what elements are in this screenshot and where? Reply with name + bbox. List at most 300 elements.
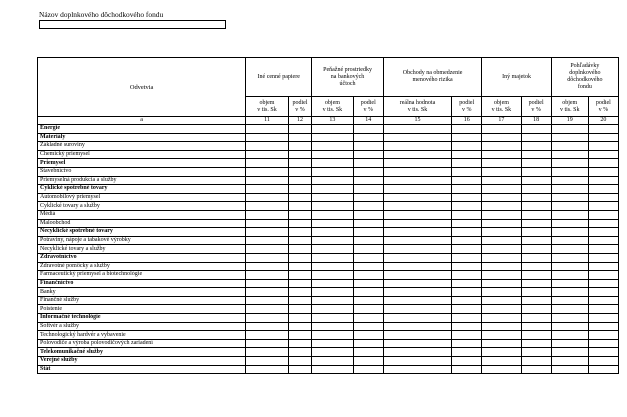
value-cell[interactable] xyxy=(452,167,482,176)
subheader-line: v tis. Sk xyxy=(322,106,343,113)
value-cell[interactable] xyxy=(452,219,482,228)
value-cell[interactable] xyxy=(588,193,618,202)
value-cell[interactable] xyxy=(312,159,353,168)
value-cell[interactable] xyxy=(482,133,521,142)
value-cell[interactable] xyxy=(452,296,482,305)
value-cell[interactable] xyxy=(551,339,588,348)
value-cell[interactable] xyxy=(383,279,451,288)
value-cell[interactable] xyxy=(588,133,618,142)
value-cell[interactable] xyxy=(288,210,312,219)
value-cell[interactable] xyxy=(246,288,289,297)
subheader-cell xyxy=(288,97,312,117)
value-cell[interactable] xyxy=(246,331,289,340)
value-cell[interactable] xyxy=(246,339,289,348)
value-cell[interactable] xyxy=(482,339,521,348)
value-cell[interactable] xyxy=(551,331,588,340)
value-cell[interactable] xyxy=(383,193,451,202)
value-cell[interactable] xyxy=(452,236,482,245)
value-cell[interactable] xyxy=(312,219,353,228)
value-cell[interactable] xyxy=(521,253,551,262)
value-cell[interactable] xyxy=(482,331,521,340)
value-cell[interactable] xyxy=(521,271,551,280)
value-cell[interactable] xyxy=(312,125,353,134)
value-cell[interactable] xyxy=(353,357,383,366)
value-cell[interactable] xyxy=(482,314,521,323)
value-cell[interactable] xyxy=(383,348,451,357)
value-cell[interactable] xyxy=(246,365,289,374)
value-cell[interactable] xyxy=(246,357,289,366)
value-cell[interactable] xyxy=(452,279,482,288)
value-cell[interactable] xyxy=(383,125,451,134)
value-cell[interactable] xyxy=(246,236,289,245)
value-cell[interactable] xyxy=(383,245,451,254)
value-cell[interactable] xyxy=(452,357,482,366)
value-cell[interactable] xyxy=(551,357,588,366)
value-cell[interactable] xyxy=(312,236,353,245)
table-row xyxy=(38,133,619,142)
value-cell[interactable] xyxy=(312,142,353,151)
value-cell[interactable] xyxy=(521,322,551,331)
subheader-cell xyxy=(383,97,451,117)
value-cell[interactable] xyxy=(588,314,618,323)
value-cell[interactable] xyxy=(246,185,289,194)
subheader-line: v % xyxy=(598,106,609,113)
value-cell[interactable] xyxy=(551,314,588,323)
value-cell[interactable] xyxy=(588,279,618,288)
value-cell[interactable] xyxy=(482,322,521,331)
value-cell[interactable] xyxy=(312,262,353,271)
value-cell[interactable] xyxy=(288,296,312,305)
value-cell[interactable] xyxy=(312,296,353,305)
value-cell[interactable] xyxy=(521,185,551,194)
value-cell[interactable] xyxy=(353,133,383,142)
value-cell[interactable] xyxy=(353,245,383,254)
value-cell[interactable] xyxy=(288,176,312,185)
value-cell[interactable] xyxy=(383,228,451,237)
value-cell[interactable] xyxy=(246,150,289,159)
value-cell[interactable] xyxy=(353,348,383,357)
value-cell[interactable] xyxy=(551,219,588,228)
group-header-line: fondu xyxy=(577,84,592,90)
value-cell[interactable] xyxy=(353,176,383,185)
value-cell[interactable] xyxy=(312,288,353,297)
value-cell[interactable] xyxy=(312,176,353,185)
value-cell[interactable] xyxy=(246,322,289,331)
value-cell[interactable] xyxy=(588,322,618,331)
value-cell[interactable] xyxy=(452,339,482,348)
value-cell[interactable] xyxy=(551,236,588,245)
value-cell[interactable] xyxy=(383,236,451,245)
value-cell[interactable] xyxy=(551,365,588,374)
value-cell[interactable] xyxy=(551,210,588,219)
value-cell[interactable] xyxy=(288,150,312,159)
table-row xyxy=(38,271,619,280)
value-cell[interactable] xyxy=(353,219,383,228)
value-cell[interactable] xyxy=(353,262,383,271)
value-cell[interactable] xyxy=(353,279,383,288)
value-cell[interactable] xyxy=(383,142,451,151)
value-cell[interactable] xyxy=(521,125,551,134)
value-cell[interactable] xyxy=(551,202,588,211)
value-cell[interactable] xyxy=(551,305,588,314)
value-cell[interactable] xyxy=(482,228,521,237)
value-cell[interactable] xyxy=(551,150,588,159)
value-cell[interactable] xyxy=(482,288,521,297)
value-cell[interactable] xyxy=(312,245,353,254)
value-cell[interactable] xyxy=(482,176,521,185)
value-cell[interactable] xyxy=(383,133,451,142)
value-cell[interactable] xyxy=(452,314,482,323)
value-cell[interactable] xyxy=(588,185,618,194)
value-cell[interactable] xyxy=(452,365,482,374)
value-cell[interactable] xyxy=(383,365,451,374)
value-cell[interactable] xyxy=(246,305,289,314)
value-cell[interactable] xyxy=(383,331,451,340)
value-cell[interactable] xyxy=(482,348,521,357)
value-cell[interactable] xyxy=(452,193,482,202)
value-cell[interactable] xyxy=(588,228,618,237)
value-cell[interactable] xyxy=(353,236,383,245)
value-cell[interactable] xyxy=(482,236,521,245)
value-cell[interactable] xyxy=(521,193,551,202)
value-cell[interactable] xyxy=(312,228,353,237)
value-cell[interactable] xyxy=(551,228,588,237)
value-cell[interactable] xyxy=(452,133,482,142)
value-cell[interactable] xyxy=(353,159,383,168)
value-cell[interactable] xyxy=(288,133,312,142)
value-cell[interactable] xyxy=(312,271,353,280)
value-cell[interactable] xyxy=(482,193,521,202)
value-cell[interactable] xyxy=(246,314,289,323)
value-cell[interactable] xyxy=(288,262,312,271)
value-cell[interactable] xyxy=(551,176,588,185)
value-cell[interactable] xyxy=(482,185,521,194)
value-cell[interactable] xyxy=(312,314,353,323)
value-cell[interactable] xyxy=(353,185,383,194)
value-cell[interactable] xyxy=(482,202,521,211)
value-cell[interactable] xyxy=(588,348,618,357)
value-cell[interactable] xyxy=(521,365,551,374)
value-cell[interactable] xyxy=(312,150,353,159)
value-cell[interactable] xyxy=(353,210,383,219)
value-cell[interactable] xyxy=(353,253,383,262)
value-cell[interactable] xyxy=(312,305,353,314)
value-cell[interactable] xyxy=(383,210,451,219)
value-cell[interactable] xyxy=(588,202,618,211)
value-cell[interactable] xyxy=(588,365,618,374)
value-cell[interactable] xyxy=(452,331,482,340)
value-cell[interactable] xyxy=(482,253,521,262)
value-cell[interactable] xyxy=(353,150,383,159)
value-cell[interactable] xyxy=(288,228,312,237)
value-cell[interactable] xyxy=(246,159,289,168)
value-cell[interactable] xyxy=(246,262,289,271)
value-cell[interactable] xyxy=(246,296,289,305)
value-cell[interactable] xyxy=(383,339,451,348)
value-cell[interactable] xyxy=(551,348,588,357)
value-cell[interactable] xyxy=(521,159,551,168)
value-cell[interactable] xyxy=(452,202,482,211)
value-cell[interactable] xyxy=(521,314,551,323)
value-cell[interactable] xyxy=(482,125,521,134)
value-cell[interactable] xyxy=(452,228,482,237)
value-cell[interactable] xyxy=(288,339,312,348)
value-cell[interactable] xyxy=(551,253,588,262)
value-cell[interactable] xyxy=(312,167,353,176)
value-cell[interactable] xyxy=(521,150,551,159)
value-cell[interactable] xyxy=(383,167,451,176)
value-cell[interactable] xyxy=(288,193,312,202)
value-cell[interactable] xyxy=(452,150,482,159)
value-cell[interactable] xyxy=(551,167,588,176)
table-row xyxy=(38,167,619,176)
value-cell[interactable] xyxy=(312,365,353,374)
value-cell[interactable] xyxy=(312,279,353,288)
value-cell[interactable] xyxy=(288,365,312,374)
table-row xyxy=(38,322,619,331)
value-cell[interactable] xyxy=(383,288,451,297)
value-cell[interactable] xyxy=(588,245,618,254)
value-cell[interactable] xyxy=(551,142,588,151)
value-cell[interactable] xyxy=(288,202,312,211)
value-cell[interactable] xyxy=(288,322,312,331)
value-cell[interactable] xyxy=(246,245,289,254)
value-cell[interactable] xyxy=(588,288,618,297)
value-cell[interactable] xyxy=(246,279,289,288)
value-cell[interactable] xyxy=(246,167,289,176)
value-cell[interactable] xyxy=(353,167,383,176)
value-cell[interactable] xyxy=(551,288,588,297)
value-cell[interactable] xyxy=(288,314,312,323)
value-cell[interactable] xyxy=(288,305,312,314)
value-cell[interactable] xyxy=(452,271,482,280)
value-cell[interactable] xyxy=(288,219,312,228)
value-cell[interactable] xyxy=(551,193,588,202)
value-cell[interactable] xyxy=(482,142,521,151)
value-cell[interactable] xyxy=(521,210,551,219)
value-cell[interactable] xyxy=(521,357,551,366)
value-cell[interactable] xyxy=(588,253,618,262)
value-cell[interactable] xyxy=(588,159,618,168)
value-cell[interactable] xyxy=(551,245,588,254)
value-cell[interactable] xyxy=(482,210,521,219)
value-cell[interactable] xyxy=(383,202,451,211)
value-cell[interactable] xyxy=(312,357,353,366)
value-cell[interactable] xyxy=(521,348,551,357)
value-cell[interactable] xyxy=(353,228,383,237)
value-cell[interactable] xyxy=(452,262,482,271)
value-cell[interactable] xyxy=(246,348,289,357)
value-cell[interactable] xyxy=(246,210,289,219)
value-cell[interactable] xyxy=(383,262,451,271)
value-cell[interactable] xyxy=(288,253,312,262)
value-cell[interactable] xyxy=(288,245,312,254)
value-cell[interactable] xyxy=(551,262,588,271)
value-cell[interactable] xyxy=(521,279,551,288)
value-cell[interactable] xyxy=(353,314,383,323)
value-cell[interactable] xyxy=(521,245,551,254)
value-cell[interactable] xyxy=(383,296,451,305)
value-cell[interactable] xyxy=(452,305,482,314)
value-cell[interactable] xyxy=(246,219,289,228)
value-cell[interactable] xyxy=(383,150,451,159)
value-cell[interactable] xyxy=(588,331,618,340)
value-cell[interactable] xyxy=(588,339,618,348)
value-cell[interactable] xyxy=(383,159,451,168)
value-cell[interactable] xyxy=(288,236,312,245)
value-cell[interactable] xyxy=(482,365,521,374)
value-cell[interactable] xyxy=(383,357,451,366)
value-cell[interactable] xyxy=(521,176,551,185)
value-cell[interactable] xyxy=(551,159,588,168)
value-cell[interactable] xyxy=(452,253,482,262)
value-cell[interactable] xyxy=(482,271,521,280)
value-cell[interactable] xyxy=(521,228,551,237)
value-cell[interactable] xyxy=(452,348,482,357)
value-cell[interactable] xyxy=(353,142,383,151)
value-cell[interactable] xyxy=(588,219,618,228)
value-cell[interactable] xyxy=(452,159,482,168)
value-cell[interactable] xyxy=(452,185,482,194)
value-cell[interactable] xyxy=(521,296,551,305)
value-cell[interactable] xyxy=(246,125,289,134)
value-cell[interactable] xyxy=(588,271,618,280)
value-cell[interactable] xyxy=(383,253,451,262)
value-cell[interactable] xyxy=(246,193,289,202)
value-cell[interactable] xyxy=(588,176,618,185)
value-cell[interactable] xyxy=(452,125,482,134)
value-cell[interactable] xyxy=(588,125,618,134)
value-cell[interactable] xyxy=(452,245,482,254)
value-cell[interactable] xyxy=(246,271,289,280)
value-cell[interactable] xyxy=(353,193,383,202)
value-cell[interactable] xyxy=(246,142,289,151)
value-cell[interactable] xyxy=(246,228,289,237)
value-cell[interactable] xyxy=(288,348,312,357)
value-cell[interactable] xyxy=(521,331,551,340)
value-cell[interactable] xyxy=(288,159,312,168)
value-cell[interactable] xyxy=(551,185,588,194)
value-cell[interactable] xyxy=(288,357,312,366)
value-cell[interactable] xyxy=(521,167,551,176)
value-cell[interactable] xyxy=(482,296,521,305)
value-cell[interactable] xyxy=(482,279,521,288)
value-cell[interactable] xyxy=(588,236,618,245)
value-cell[interactable] xyxy=(383,305,451,314)
value-cell[interactable] xyxy=(353,365,383,374)
value-cell[interactable] xyxy=(521,288,551,297)
value-cell[interactable] xyxy=(452,176,482,185)
value-cell[interactable] xyxy=(246,253,289,262)
value-cell[interactable] xyxy=(452,322,482,331)
value-cell[interactable] xyxy=(588,357,618,366)
value-cell[interactable] xyxy=(288,167,312,176)
value-cell[interactable] xyxy=(353,125,383,134)
value-cell[interactable] xyxy=(588,262,618,271)
value-cell[interactable] xyxy=(482,305,521,314)
value-cell[interactable] xyxy=(521,202,551,211)
value-cell[interactable] xyxy=(588,296,618,305)
value-cell[interactable] xyxy=(551,133,588,142)
value-cell[interactable] xyxy=(482,357,521,366)
value-cell[interactable] xyxy=(551,125,588,134)
value-cell[interactable] xyxy=(312,210,353,219)
value-cell[interactable] xyxy=(353,271,383,280)
value-cell[interactable] xyxy=(521,305,551,314)
value-cell[interactable] xyxy=(353,339,383,348)
value-cell[interactable] xyxy=(246,202,289,211)
value-cell[interactable] xyxy=(551,322,588,331)
value-cell[interactable] xyxy=(383,271,451,280)
value-cell[interactable] xyxy=(312,339,353,348)
value-cell[interactable] xyxy=(288,288,312,297)
value-cell[interactable] xyxy=(588,150,618,159)
value-cell[interactable] xyxy=(588,210,618,219)
value-cell[interactable] xyxy=(353,331,383,340)
value-cell[interactable] xyxy=(588,305,618,314)
value-cell[interactable] xyxy=(312,253,353,262)
value-cell[interactable] xyxy=(288,142,312,151)
value-cell[interactable] xyxy=(482,159,521,168)
value-cell[interactable] xyxy=(551,296,588,305)
value-cell[interactable] xyxy=(288,331,312,340)
value-cell[interactable] xyxy=(383,185,451,194)
value-cell[interactable] xyxy=(288,185,312,194)
value-cell[interactable] xyxy=(383,314,451,323)
value-cell[interactable] xyxy=(482,167,521,176)
value-cell[interactable] xyxy=(288,125,312,134)
value-cell[interactable] xyxy=(288,279,312,288)
value-cell[interactable] xyxy=(383,176,451,185)
value-cell[interactable] xyxy=(353,296,383,305)
value-cell[interactable] xyxy=(312,202,353,211)
value-cell[interactable] xyxy=(521,142,551,151)
value-cell[interactable] xyxy=(521,339,551,348)
value-cell[interactable] xyxy=(521,219,551,228)
value-cell[interactable] xyxy=(312,193,353,202)
value-cell[interactable] xyxy=(521,236,551,245)
value-cell[interactable] xyxy=(588,167,618,176)
value-cell[interactable] xyxy=(482,262,521,271)
value-cell[interactable] xyxy=(588,142,618,151)
value-cell[interactable] xyxy=(521,262,551,271)
value-cell[interactable] xyxy=(482,245,521,254)
value-cell[interactable] xyxy=(452,142,482,151)
value-cell[interactable] xyxy=(353,305,383,314)
value-cell[interactable] xyxy=(312,185,353,194)
value-cell[interactable] xyxy=(452,210,482,219)
value-cell[interactable] xyxy=(246,133,289,142)
value-cell[interactable] xyxy=(246,176,289,185)
value-cell[interactable] xyxy=(288,271,312,280)
value-cell[interactable] xyxy=(312,331,353,340)
value-cell[interactable] xyxy=(353,322,383,331)
value-cell[interactable] xyxy=(521,133,551,142)
fund-name-field[interactable] xyxy=(39,20,226,29)
value-cell[interactable] xyxy=(551,279,588,288)
value-cell[interactable] xyxy=(312,322,353,331)
value-cell[interactable] xyxy=(482,150,521,159)
value-cell[interactable] xyxy=(383,219,451,228)
value-cell[interactable] xyxy=(312,348,353,357)
value-cell[interactable] xyxy=(482,219,521,228)
value-cell[interactable] xyxy=(312,133,353,142)
value-cell[interactable] xyxy=(353,202,383,211)
value-cell[interactable] xyxy=(353,288,383,297)
value-cell[interactable] xyxy=(551,271,588,280)
value-cell[interactable] xyxy=(383,322,451,331)
value-cell[interactable] xyxy=(452,288,482,297)
